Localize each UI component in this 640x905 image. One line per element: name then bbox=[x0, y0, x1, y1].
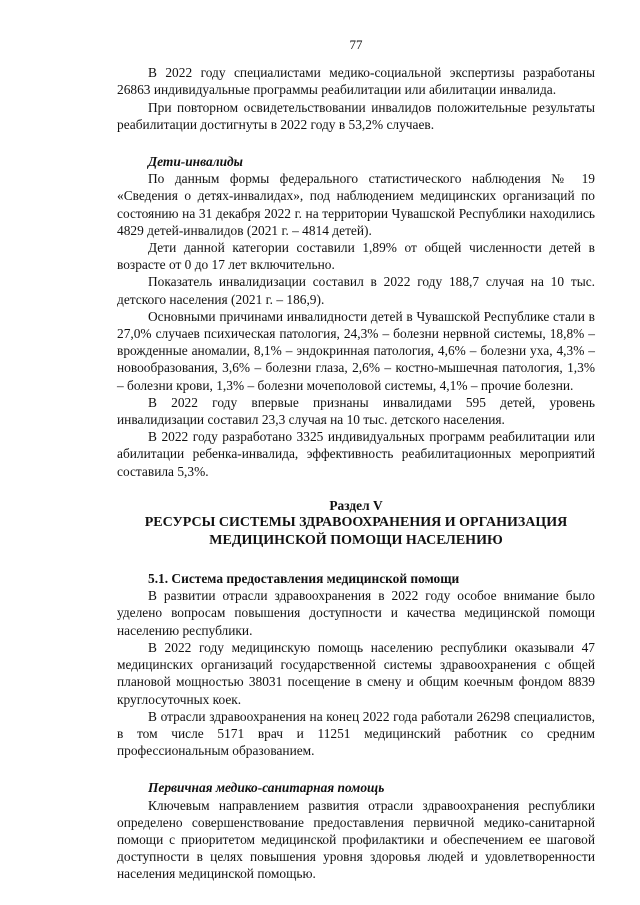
section-title-line2: МЕДИЦИНСКОЙ ПОМОЩИ НАСЕЛЕНИЮ bbox=[209, 532, 503, 548]
paragraph: В развитии отрасли здравоохранения в 2022 году особое внимание было уделено вопросам повышения доступности и качества медицинской помощи населению республики. bbox=[117, 588, 595, 638]
paragraph: В 2022 году впервые признаны инвалидами 595 детей, уровень инвалидизации составил 23,3 случая на 10 тыс. детского населения. bbox=[117, 394, 595, 428]
primary-care-heading: Первичная медико-санитарная помощь bbox=[148, 780, 385, 796]
paragraph: В отрасли здравоохранения на конец 2022 года работали 26298 специалистов, в том числе 5171 врач и 11251 медицинский работник со средним профессиональным образованием. bbox=[117, 708, 595, 759]
paragraph: В 2022 году специалистами медико-социальной экспертизы разработаны 26863 индивидуальные программы реабилитации или абилитации инвалида. bbox=[117, 65, 595, 98]
paragraph: В 2022 году разработано 3325 индивидуальных программ реабилитации или абилитации ребенка-инвалида, эффективность реабилитационных мероприятий составила 5,3%. bbox=[117, 429, 595, 479]
paragraph: При повторном освидетельствовании инвалидов положительные результаты реабилитации достигнуты в 2022 году в 53,2% случаев. bbox=[117, 99, 595, 132]
paragraph: Ключевым направлением развития отрасли здравоохранения республики определено совершенствование предоставления первичной медико-санитарной помощи с приоритетом медицинской профилактики и обеспечением ее шаговой доступности в целях повышения уровня здоровья людей и удовлетворенности населения медицинской помощью. bbox=[117, 797, 595, 882]
paragraph: Показатель инвалидизации составил в 2022 году 188,7 случая на 10 тыс. детского населения (2021 г. – 186,9). bbox=[117, 274, 595, 307]
paragraph: Основными причинами инвалидности детей в Чувашской Республике стали в 27,0% случаев психическая патология, 24,3% – болезни нервной системы, 18,8% – врожденные аномалии, 8,1% – эндокринная патология, 4,6% – болезни уха, 4,3% – новообразования, 3,6% – болезни глаза, 2,6% – костно-мышечная патология, 1,3% – болезни крови, 1,3% – болезни мочеполовой системы, 4,1% – прочие болезни. bbox=[117, 308, 595, 393]
page-number: 77 bbox=[349, 37, 363, 52]
subsection-heading: 5.1. Система предоставления медицинской помощи bbox=[148, 571, 460, 587]
document-page bbox=[117, 36, 595, 883]
children-heading: Дети-инвалиды bbox=[148, 154, 243, 170]
section-title-line1: РЕСУРСЫ СИСТЕМЫ ЗДРАВООХРАНЕНИЯ И ОРГАНИЗАЦИЯ bbox=[144, 515, 568, 531]
paragraph: По данным формы федерального статистического наблюдения № 19 «Сведения о детях-инвалидах», под наблюдением медицинских организаций по состоянию на 31 декабря 2022 г. на территории Чувашской Республики находились 4829 детей-инвалидов (2021 г. – 4814 детей). bbox=[117, 171, 595, 238]
paragraph: В 2022 году медицинскую помощь населению республики оказывали 47 медицинских организаций государственной системы здравоохранения с общей плановой мощностью 38031 посещение в смену и общим коечным фондом 8839 круглосуточных коек. bbox=[117, 639, 595, 707]
paragraph: Дети данной категории составили 1,89% от общей численности детей в возрасте от 0 до 17 лет включительно. bbox=[117, 240, 595, 273]
section-label: Раздел V bbox=[329, 497, 383, 513]
